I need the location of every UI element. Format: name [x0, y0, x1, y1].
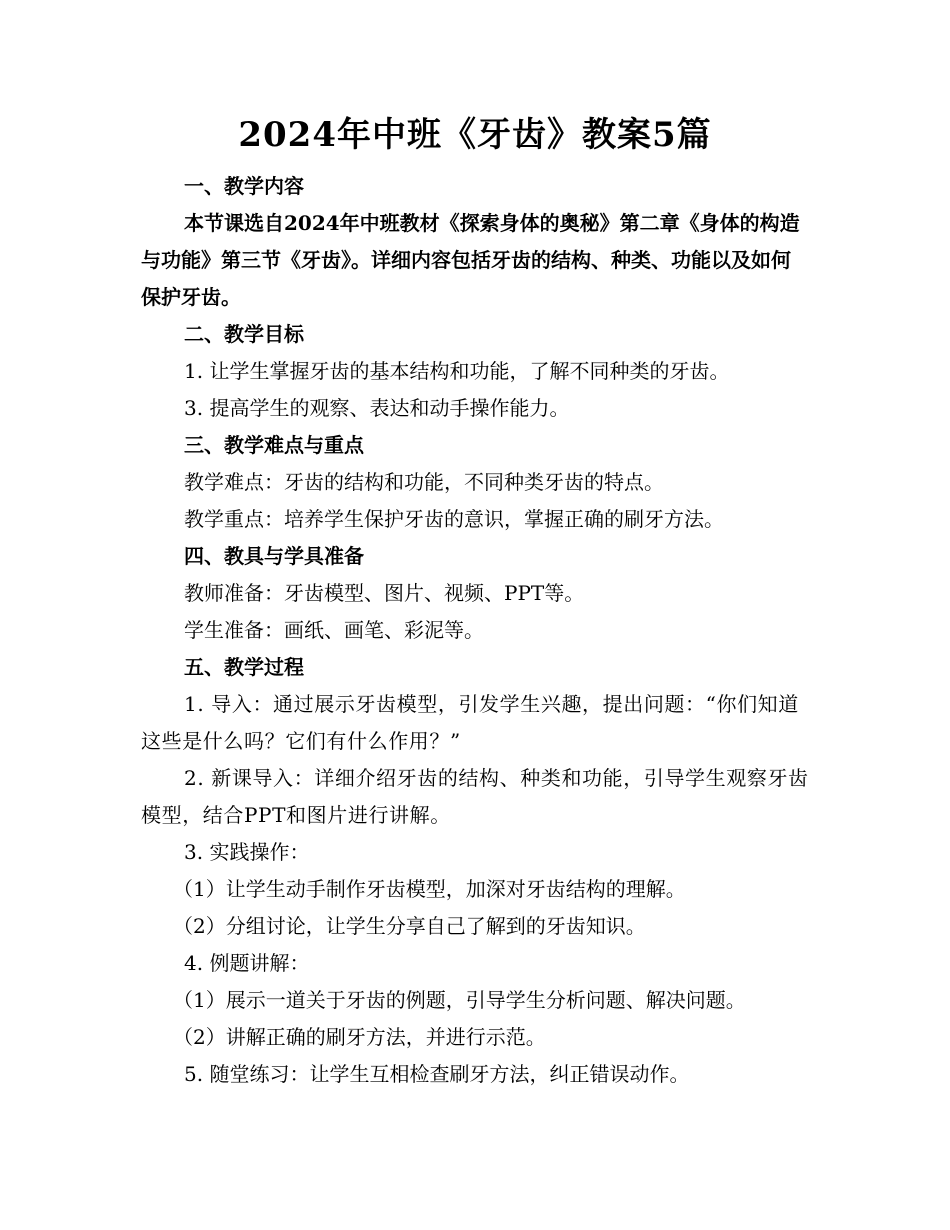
process-step-1: 1. 导入：通过展示牙齿模型，引发学生兴趣，提出问题：“你们知道这些是什么吗？它们有什么作用？”	[141, 692, 799, 753]
process-step-5: 5. 随堂练习：让学生互相检查刷牙方法，纠正错误动作。	[184, 1062, 690, 1086]
section-heading-objectives: 二、教学目标	[184, 322, 304, 346]
objective-item-1: 1. 让学生掌握牙齿的基本结构和功能，了解不同种类的牙齿。	[184, 359, 730, 383]
process-step-3-sub-1: （1）让学生动手制作牙齿模型，加深对牙齿结构的理解。	[173, 877, 686, 901]
process-step-3-sub-2: （2）分组讨论，让学生分享自己了解到的牙齿知识。	[173, 914, 646, 938]
difficulty-text: 教学难点：牙齿的结构和功能，不同种类牙齿的特点。	[184, 470, 664, 494]
objective-item-3: 3. 提高学生的观察、表达和动手操作能力。	[184, 396, 570, 420]
process-step-4-sub-2: （2）讲解正确的刷牙方法，并进行示范。	[173, 1025, 546, 1049]
document-body	[141, 168, 809, 1093]
section-heading-difficulties: 三、教学难点与重点	[184, 433, 364, 457]
teacher-materials: 教师准备：牙齿模型、图片、视频、PPT等。	[184, 581, 585, 605]
section-content-paragraph: 本节课选自2024年中班教材《探索身体的奥秘》第二章《身体的构造与功能》第三节《牙齿》。详细内容包括牙齿的结构、种类、功能以及如何保护牙齿。	[141, 211, 800, 309]
key-point-text: 教学重点：培养学生保护牙齿的意识，掌握正确的刷牙方法。	[184, 507, 724, 531]
process-step-3: 3. 实践操作：	[184, 840, 310, 864]
process-step-2: 2. 新课导入：详细介绍牙齿的结构、种类和功能，引导学生观察牙齿模型，结合PPT和图片进行讲解。	[141, 766, 809, 827]
process-step-4: 4. 例题讲解：	[184, 951, 310, 975]
document-title: 2024年中班《牙齿》教案5篇	[238, 115, 712, 155]
student-materials: 学生准备：画纸、画笔、彩泥等。	[184, 618, 484, 642]
section-heading-process: 五、教学过程	[184, 655, 304, 679]
section-heading-content: 一、教学内容	[184, 174, 304, 198]
process-step-4-sub-1: （1）展示一道关于牙齿的例题，引导学生分析问题、解决问题。	[173, 988, 746, 1012]
section-heading-materials: 四、教具与学具准备	[184, 544, 364, 568]
